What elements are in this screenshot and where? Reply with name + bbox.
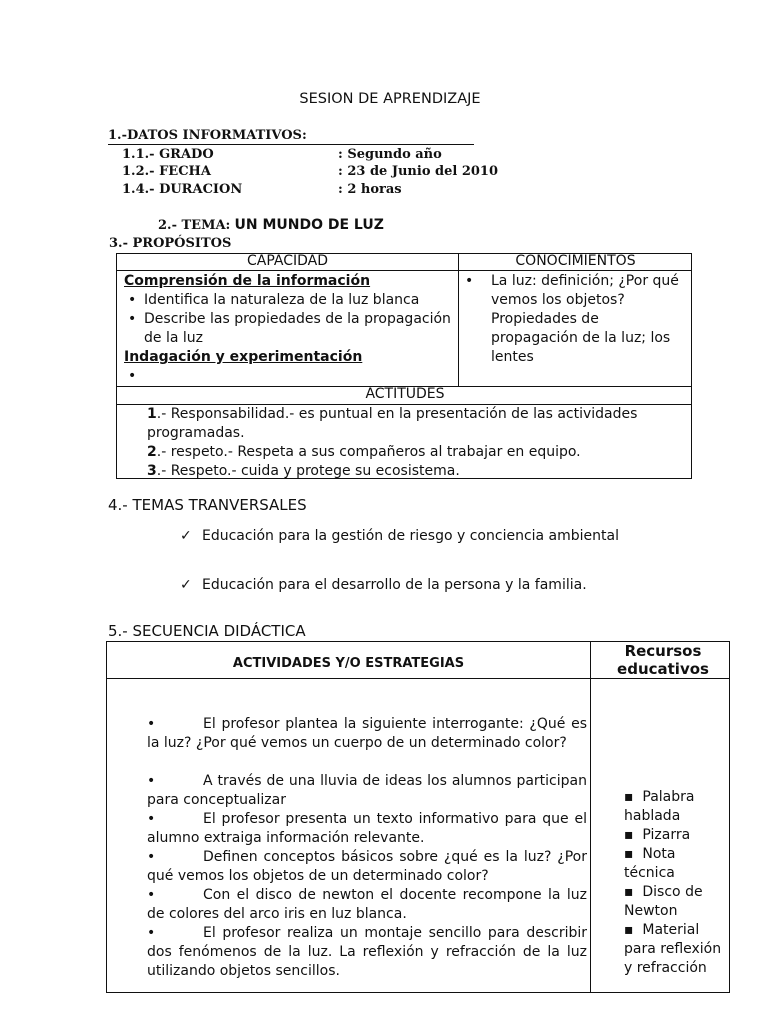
temas-item xyxy=(180,576,660,596)
tema-value: UN MUNDO DE LUZ xyxy=(234,217,384,233)
actitudes-header: ACTITUDES xyxy=(365,386,445,402)
list-item xyxy=(624,845,724,883)
list-item: • Identifica la naturaleza de la luz blanca xyxy=(124,291,454,310)
capacidad-group-indagacion: Indagación y experimentación xyxy=(124,349,363,365)
tema-label: 2.- TEMA: xyxy=(158,218,231,233)
section-datos-heading: 1.-DATOS INFORMATIVOS: xyxy=(108,128,307,143)
actitudes-cell xyxy=(147,405,647,481)
section-temas-heading: 4.- TEMAS TRANVERSALES xyxy=(108,496,307,514)
bullet: • xyxy=(147,716,156,732)
recurso-text: Pizarra xyxy=(642,827,691,843)
recurso-text: Disco de Newton xyxy=(624,884,703,919)
info-value-fecha: : 23 de Junio del 2010 xyxy=(338,164,499,179)
col-header-capacidad: CAPACIDAD xyxy=(246,253,329,269)
capacidad-cell xyxy=(124,272,454,367)
recursos-cell xyxy=(624,788,724,978)
recurso-text: Palabra hablada xyxy=(624,789,695,824)
actitud-number: 3 xyxy=(147,463,157,479)
propositos-table xyxy=(116,253,692,479)
info-label-grado: 1.1.- GRADO xyxy=(122,147,214,162)
temas-item-text: Educación para la gestión de riesgo y conciencia ambiental xyxy=(202,528,619,544)
actividad-text: A través de una lluvia de ideas los alumnos participan para conceptualizar xyxy=(147,773,587,808)
actividad-item xyxy=(147,848,587,886)
actividad-item xyxy=(147,772,587,810)
bullet: ▪ xyxy=(624,846,643,862)
bullet: ▪ xyxy=(624,884,643,900)
list-item xyxy=(624,883,724,921)
actividad-text: El profesor plantea la siguiente interrogante: ¿Qué es la luz? ¿Por qué vemos un cuerpo de un determinado color? xyxy=(147,716,587,751)
actitud-item xyxy=(147,462,647,481)
section-secuencia-heading: 5.- SECUENCIA DIDÁCTICA xyxy=(108,622,306,640)
actividad-item xyxy=(147,810,587,848)
tema-line xyxy=(158,217,384,233)
bullet: ▪ xyxy=(624,827,643,843)
actividad-item xyxy=(147,924,587,981)
check-icon: ✓ xyxy=(180,577,192,593)
actitud-text: .- Responsabilidad.- es puntual en la presentación de las actividades programadas. xyxy=(147,406,638,441)
col-header-actividades: ACTIVIDADES Y/O ESTRATEGIAS xyxy=(232,656,465,671)
list-item: • Describe las propiedades de la propagación de la luz xyxy=(124,310,454,348)
capacidad-list xyxy=(124,291,454,348)
temas-item-text: Educación para el desarrollo de la persona y la familia. xyxy=(202,577,587,593)
temas-item xyxy=(180,527,660,567)
actitud-item xyxy=(147,443,647,462)
bullet: • xyxy=(147,811,156,827)
info-value-grado: : Segundo año xyxy=(338,147,442,162)
actitud-number: 1 xyxy=(147,406,157,422)
actividad-item xyxy=(147,886,587,924)
table-divider xyxy=(590,642,591,992)
actividad-text: El profesor realiza un montaje sencillo para describir dos fenómenos de la luz. La reflexión y refracción de la luz utilizando objetos sencillos. xyxy=(147,925,587,979)
col-header-conocimientos: CONOCIMIENTOS xyxy=(515,253,636,269)
conocimientos-list xyxy=(461,272,683,367)
info-label-fecha: 1.2.- FECHA xyxy=(122,164,211,179)
actitud-text: .- respeto.- Respeta a sus compañeros al trabajar en equipo. xyxy=(156,444,581,460)
actividad-text: Definen conceptos básicos sobre ¿qué es la luz? ¿Por qué vemos los objetos de un determinado color? xyxy=(147,849,587,884)
secuencia-table xyxy=(106,641,730,993)
list-item xyxy=(624,788,724,826)
check-icon: ✓ xyxy=(180,528,192,544)
document-title: SESION DE APRENDIZAJE xyxy=(299,91,481,107)
info-value-duracion: : 2 horas xyxy=(338,182,402,197)
bullet: ▪ xyxy=(624,922,643,938)
bullet: ▪ xyxy=(624,789,643,805)
section-propositos-heading: 3.- PROPÓSITOS xyxy=(109,236,232,251)
list-item: • La luz: definición; ¿Por qué vemos los objetos? Propiedades de propagación de la luz; los lentes xyxy=(461,272,683,367)
recurso-text: Nota técnica xyxy=(624,846,676,881)
list-item xyxy=(624,826,724,845)
bullet: • xyxy=(147,849,156,865)
actitud-item xyxy=(147,405,647,443)
recursos-list xyxy=(624,788,724,978)
table-divider xyxy=(107,678,729,679)
actividad-text: El profesor presenta un texto informativo para que el alumno extraiga información relevante. xyxy=(147,811,587,846)
actitud-number: 2 xyxy=(147,444,157,460)
recurso-text: Material para reflexión y refracción xyxy=(624,922,722,976)
info-label-duracion: 1.4.- DURACION xyxy=(122,182,243,197)
conocimientos-cell xyxy=(461,272,683,367)
list-item xyxy=(624,921,724,978)
actividad-text: Con el disco de newton el docente recompone la luz de colores del arco iris en luz blanca. xyxy=(147,887,587,922)
table-divider xyxy=(458,254,459,386)
col-header-recursos: Recursos educativos xyxy=(617,642,709,678)
actitud-text: .- Respeto.- cuida y protege su ecosistema. xyxy=(156,463,460,479)
capacidad-group-comprension: Comprensión de la información xyxy=(124,273,371,289)
section-datos-underline xyxy=(108,144,474,145)
bullet: • xyxy=(147,925,156,941)
bullet: • xyxy=(147,773,156,789)
actividad-item xyxy=(147,715,587,753)
bullet: • xyxy=(147,887,156,903)
